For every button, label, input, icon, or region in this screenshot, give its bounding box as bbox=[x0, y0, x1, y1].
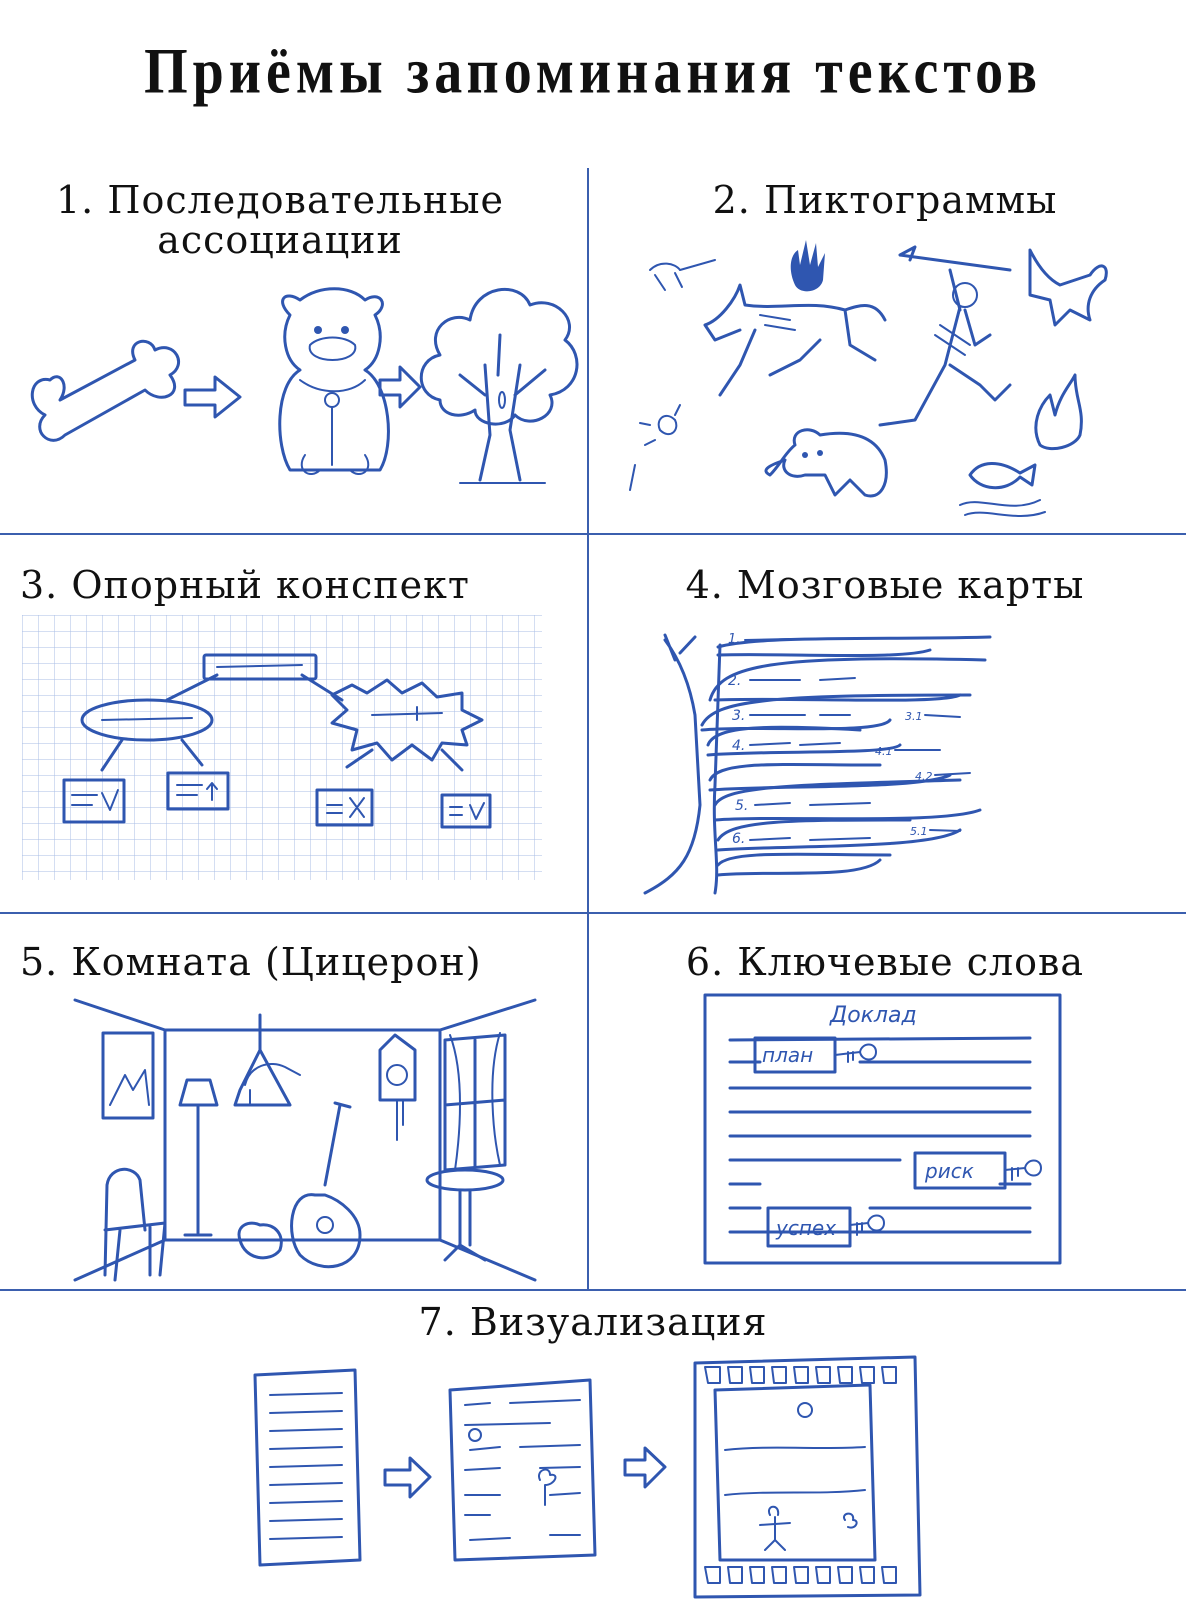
room-walls bbox=[75, 1000, 535, 1280]
section-number: 5. bbox=[20, 940, 59, 984]
cuckoo-clock-icon bbox=[380, 1035, 415, 1140]
section-title: Пиктограммы bbox=[763, 178, 1058, 222]
section-number: 1. bbox=[55, 178, 95, 222]
section-2-title bbox=[600, 180, 1170, 220]
section-6-title bbox=[600, 942, 1170, 982]
section-7-title bbox=[0, 1302, 1186, 1342]
key-icon bbox=[1005, 1161, 1041, 1181]
table-icon bbox=[427, 1170, 503, 1260]
arrow-icon bbox=[185, 377, 240, 417]
section-4-title bbox=[600, 565, 1170, 605]
fire-icon bbox=[1036, 375, 1082, 449]
fish-icon bbox=[960, 463, 1045, 516]
section-3-title bbox=[20, 565, 520, 605]
section-title: Визуализация bbox=[469, 1300, 768, 1344]
section-1-title bbox=[20, 180, 540, 260]
keyword-risk: риск bbox=[925, 1159, 974, 1183]
keyword-success: успех bbox=[776, 1216, 837, 1240]
hunter-icon bbox=[880, 247, 1010, 425]
beetle-icon bbox=[630, 405, 680, 490]
text-page-icon bbox=[255, 1370, 360, 1565]
mindmap-label: 5. bbox=[735, 798, 749, 814]
pictograms-illustration bbox=[620, 225, 1165, 525]
section-number: 4. bbox=[685, 563, 724, 607]
tree-trunk bbox=[645, 635, 720, 893]
mindmap-label: 3. bbox=[732, 708, 746, 724]
film-strip-icon bbox=[695, 1357, 920, 1597]
horizontal-divider-1 bbox=[0, 533, 1186, 535]
section-number: 6. bbox=[685, 940, 725, 984]
section-5-title bbox=[20, 942, 540, 982]
keyword-plan: план bbox=[762, 1043, 814, 1067]
section-title: Опорный конспект bbox=[71, 563, 470, 607]
eagle-icon bbox=[1030, 250, 1106, 325]
section-title: Ключевые слова bbox=[737, 940, 1085, 984]
page-title: Приёмы запоминания текстов bbox=[144, 36, 1042, 108]
section-number: 7. bbox=[418, 1300, 457, 1344]
vertical-divider bbox=[587, 168, 589, 1290]
mindmap-label: 1. bbox=[728, 632, 741, 647]
section-number: 2. bbox=[712, 178, 751, 222]
section-title-line1: Последовательные bbox=[107, 178, 504, 222]
bear-icon bbox=[766, 430, 886, 496]
mindmap-label: 6. bbox=[732, 831, 746, 847]
horizontal-divider-3 bbox=[0, 1289, 1186, 1291]
sketched-page-icon bbox=[450, 1380, 595, 1560]
mindmap-label: 2. bbox=[728, 673, 742, 689]
document-page bbox=[705, 995, 1060, 1263]
small-bird-icon bbox=[650, 260, 715, 290]
associations-illustration bbox=[20, 255, 580, 505]
visualization-illustration bbox=[250, 1355, 930, 1600]
mindmap-label: 4.2 bbox=[915, 770, 933, 783]
horizontal-divider-2 bbox=[0, 912, 1186, 914]
mind-map-illustration bbox=[640, 625, 1040, 895]
guitar-icon bbox=[292, 1103, 360, 1267]
section-title: Комната (Цицерон) bbox=[71, 940, 482, 984]
section-title: Мозговые карты bbox=[736, 563, 1085, 607]
room-illustration bbox=[75, 995, 535, 1285]
mindmap-label: 4.1 bbox=[875, 745, 893, 758]
mindmap-label: 4. bbox=[732, 738, 746, 754]
arrow-icon bbox=[385, 1458, 430, 1497]
tree-icon bbox=[421, 289, 577, 483]
horse-icon bbox=[705, 285, 885, 395]
keywords-illustration bbox=[700, 990, 1070, 1270]
handprint-icon bbox=[791, 240, 825, 291]
bone-icon bbox=[32, 341, 178, 440]
mindmap-label: 3.1 bbox=[905, 710, 923, 723]
dog-icon bbox=[280, 289, 389, 474]
document-heading: Доклад bbox=[830, 1003, 917, 1028]
window-icon bbox=[445, 1033, 505, 1170]
text-lines bbox=[730, 1038, 1030, 1232]
arrow-icon bbox=[625, 1448, 665, 1487]
support-notes-illustration bbox=[22, 615, 542, 880]
mindmap-label: 5.1 bbox=[910, 825, 928, 838]
section-title-line2: ассоциации bbox=[157, 218, 403, 262]
key-icon bbox=[835, 1045, 876, 1063]
section-number: 3. bbox=[20, 563, 59, 607]
lamp-icon bbox=[180, 1080, 217, 1235]
